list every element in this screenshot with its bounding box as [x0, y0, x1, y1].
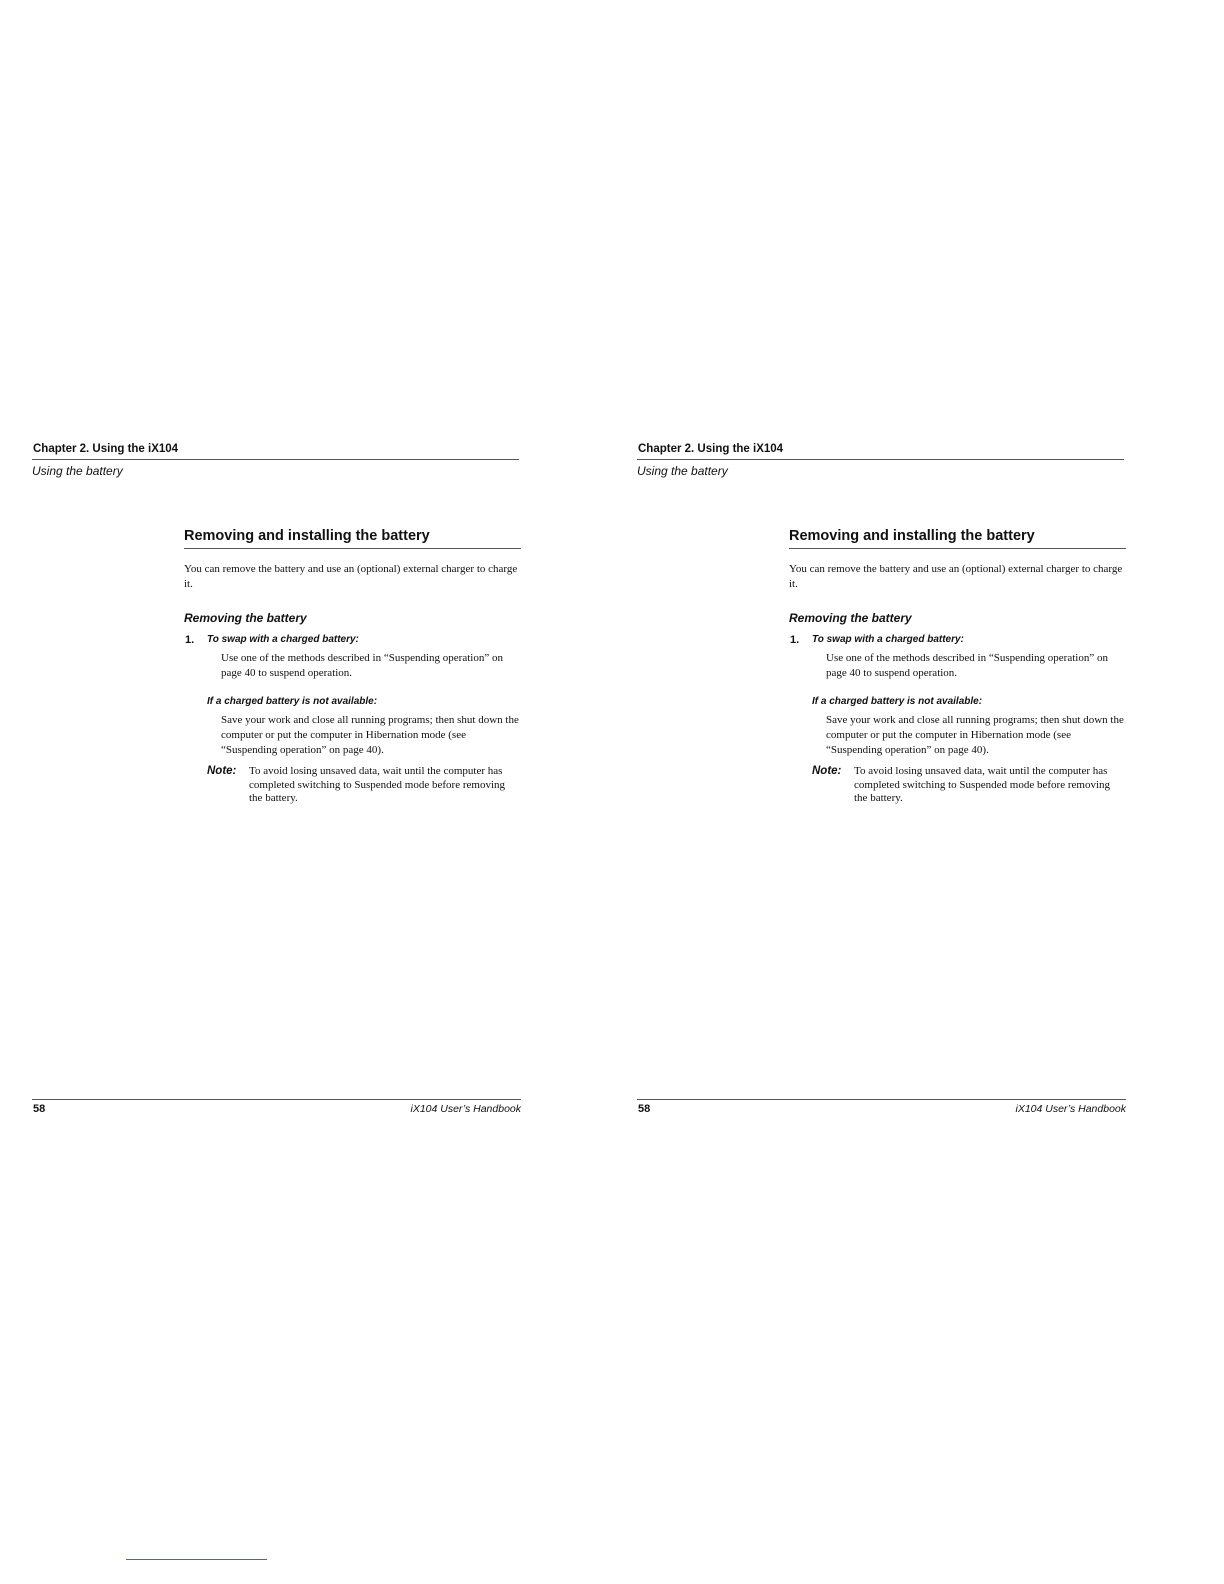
alt-heading: If a charged battery is not available: — [207, 696, 378, 707]
note-label: Note: — [812, 765, 842, 777]
page-title: Removing and installing the battery — [789, 528, 1035, 544]
step-text: Use one of the methods described in “Suspending operation” on page 40 to suspend operation. — [826, 652, 1108, 679]
intro-paragraph: You can remove the battery and use an (optional) external charger to charge it. — [184, 563, 518, 590]
page-number: 58 — [638, 1103, 651, 1115]
note-text: To avoid losing unsaved data, wait until the computer has completed switching to Suspended mode before removing the battery. — [854, 765, 1110, 804]
book-title: iX104 User’s Handbook — [1015, 1103, 1126, 1115]
section-header: Using the battery — [32, 464, 123, 478]
alt-text: Save your work and close all running programs; then shut down the computer or put the computer in Hibernation mode (see “Suspending operation” on page 40). — [221, 714, 519, 756]
chapter-header: Chapter 2. Using the iX104 — [33, 443, 179, 455]
subheading: Removing the battery — [184, 611, 307, 625]
header-rule — [637, 459, 1124, 460]
intro-paragraph: You can remove the battery and use an (optional) external charger to charge it. — [789, 563, 1123, 590]
page-right — [605, 0, 1217, 1584]
bottom-stray-line — [126, 1559, 267, 1560]
step-heading: To swap with a charged battery: — [812, 634, 964, 645]
step-number: 1. — [790, 634, 800, 646]
section-header: Using the battery — [637, 464, 728, 478]
header-rule — [32, 459, 519, 460]
book-title: iX104 User’s Handbook — [410, 1103, 521, 1115]
title-rule — [789, 548, 1126, 549]
page-title: Removing and installing the battery — [184, 528, 430, 544]
chapter-header: Chapter 2. Using the iX104 — [638, 443, 784, 455]
step-text: Use one of the methods described in “Suspending operation” on page 40 to suspend operation. — [221, 652, 503, 679]
alt-text: Save your work and close all running programs; then shut down the computer or put the computer in Hibernation mode (see “Suspending operation” on page 40). — [826, 714, 1124, 756]
alt-heading: If a charged battery is not available: — [812, 696, 983, 707]
step-number: 1. — [185, 634, 195, 646]
title-rule — [184, 548, 521, 549]
subheading: Removing the battery — [789, 611, 912, 625]
footer-rule — [637, 1099, 1126, 1100]
note-text: To avoid losing unsaved data, wait until the computer has completed switching to Suspended mode before removing the battery. — [249, 765, 505, 804]
note-label: Note: — [207, 765, 237, 777]
step-heading: To swap with a charged battery: — [207, 634, 359, 645]
footer-rule — [32, 1099, 521, 1100]
page-number: 58 — [33, 1103, 46, 1115]
